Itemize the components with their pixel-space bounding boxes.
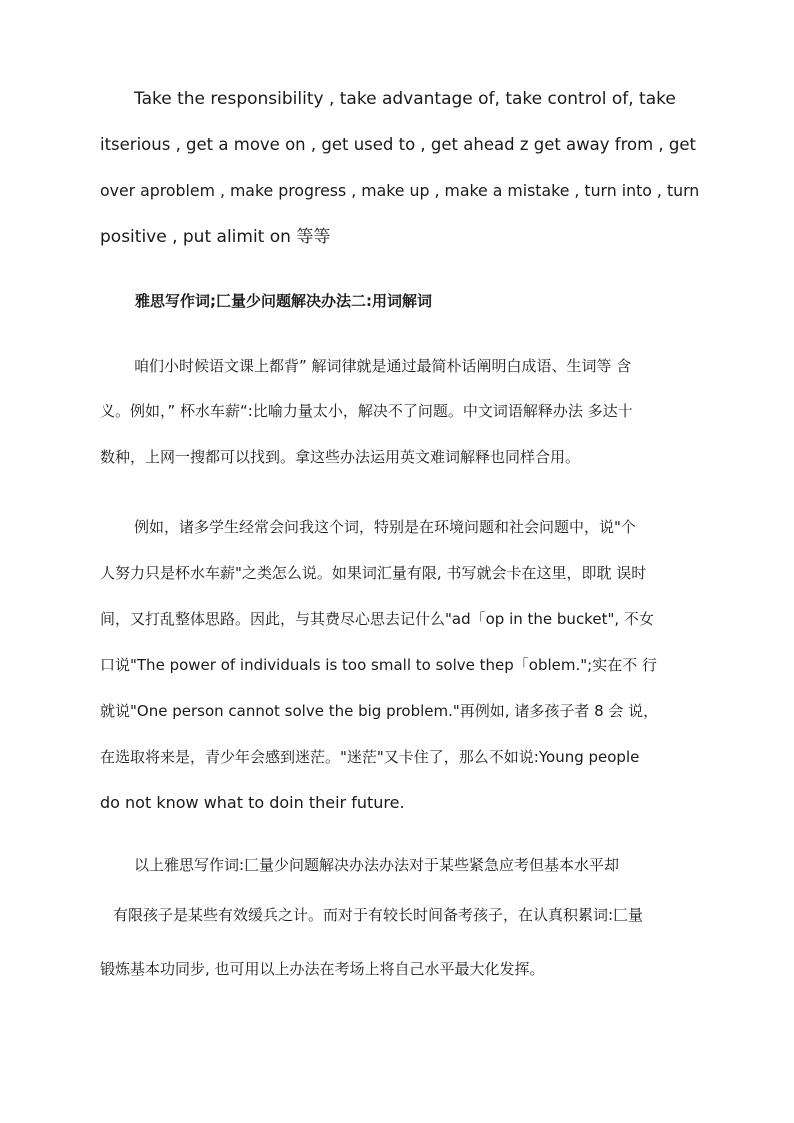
paragraph1-line-2: itserious , get a move on , get used to , get ahead z get away from , get — [100, 135, 697, 154]
paragraph4-line-3: 锻炼基本功同步, 也可用以上办法在考场上将自己水平最大化发挥。 — [100, 960, 545, 978]
paragraph2-line-2: 义。例如，” 杯水车薪“:比喻力量太小，解决不了问题。中文词语解释办法 多达十 — [100, 402, 633, 420]
paragraph3-line-4: 口说"The power of individuals is too small to solve thep「oblem.";实在不 行 — [100, 656, 657, 674]
paragraph1-line-4: positive , put alimit on 等等 — [100, 227, 331, 247]
paragraph2-line-1: 咱们小时候语文课上都背” 解词律就是通过最简朴话阐明白成语、生词等 含 — [134, 357, 632, 375]
paragraph3-line-3: 间，又打乱整体思路。因此，与其费尽心思去记什么"ad「op in the bucket", 不女 — [100, 610, 654, 628]
paragraph2-line-3: 数种，上网一搜都可以找到。拿这些办法运用英文难词解释也同样合用。 — [100, 448, 581, 466]
paragraph4-line-2: 有限孩子是某些有效缓兵之计。而对于有较长时间备考孩子，在认真积累词:匚量 — [113, 906, 644, 924]
paragraph4-line-1: 以上雅思写作词:匚量少问题解决办法办法对于某些紧急应考但基本水平却 — [134, 856, 620, 874]
paragraph3-line-2: 人努力只是杯水车薪"之类怎么说。如果词汇量有限, 书写就会卡在这里，即耽 误时 — [100, 564, 647, 582]
paragraph1-line-3: over aproblem , make progress , make up , make a mistake , turn into , turn — [100, 181, 700, 200]
paragraph1-line-1: Take the responsibility , take advantage of, take control of, take — [134, 89, 676, 109]
paragraph3-line-5: 就说"One person cannot solve the big problem."再例如, 诸多孩子者 8 会 说， — [100, 702, 659, 720]
paragraph3-line-1: 例如，诸多学生经常会问我这个词，特别是在环境问题和社会问题中，说"个 — [134, 518, 636, 536]
section-heading: 雅思写作词;匚量少问题解决办法二:用词解词 — [135, 292, 432, 310]
paragraph3-line-7: do not know what to doin their future. — [100, 793, 405, 812]
paragraph3-line-6: 在选取将来是，青少年会感到迷茫。"迷茫"又卡住了，那么不如说:Young people — [100, 748, 640, 766]
